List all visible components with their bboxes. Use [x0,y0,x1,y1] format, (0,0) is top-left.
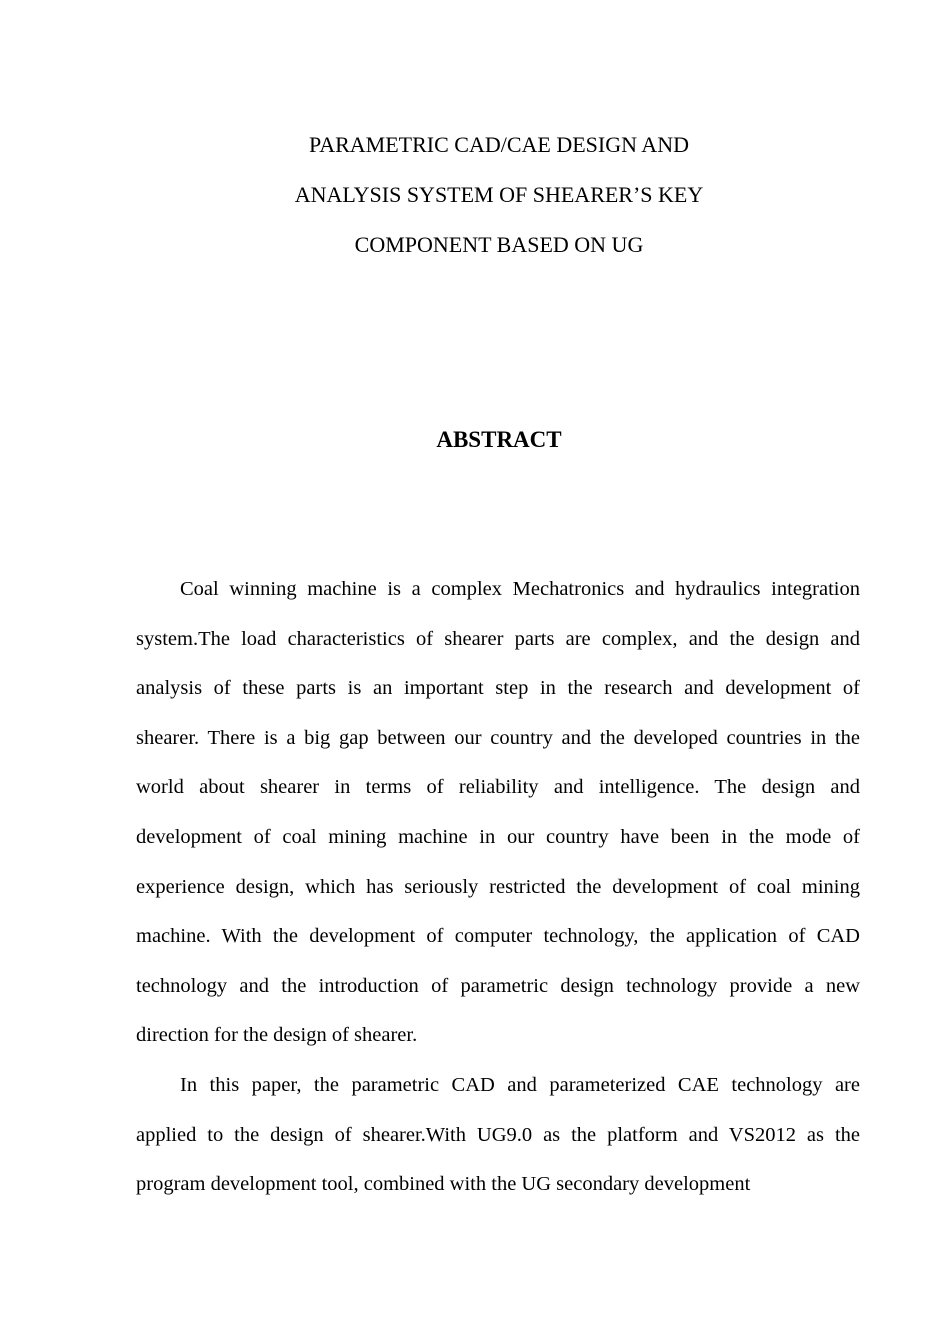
paragraph-line: shearer. There is a big gap between our country and the developed countries in the [136,726,860,749]
paper-title [0,120,950,270]
paragraph-line: development of coal mining machine in our country have been in the mode of [136,825,860,848]
title-line-1: PARAMETRIC CAD/CAE DESIGN AND [309,132,689,157]
paragraph-line: analysis of these parts is an important step in the research and development of [136,677,860,700]
paragraph-line: system.The load characteristics of shearer parts are complex, and the design and [136,627,860,650]
paragraph-line: technology and the introduction of parametric design technology provide a new [136,974,860,997]
paragraph-line: direction for the design of shearer. [136,1024,418,1047]
paragraph-line: Coal winning machine is a complex Mechatronics and hydraulics integration [180,578,860,600]
abstract-paragraph-2 [136,1061,860,1210]
paragraph-line: applied to the design of shearer.With UG9.0 as the platform and VS2012 as the [136,1123,860,1146]
title-line-3: COMPONENT BASED ON UG [354,232,644,257]
paragraph-line: In this paper, the parametric CAD and parameterized CAE technology are [180,1073,860,1096]
paragraph-line: program development tool, combined with the UG secondary development [136,1173,751,1196]
abstract-paragraph-1 [136,565,860,1061]
abstract-body [136,565,860,1210]
title-line-2: ANALYSIS SYSTEM OF SHEARER’S KEY [294,182,704,207]
paragraph-line: experience design, which has seriously restricted the development of coal mining [136,875,860,898]
abstract-heading: ABSTRACT [436,427,562,452]
paragraph-line: machine. With the development of computer technology, the application of CAD [136,925,860,948]
paragraph-line: world about shearer in terms of reliability and intelligence. The design and [136,776,860,799]
